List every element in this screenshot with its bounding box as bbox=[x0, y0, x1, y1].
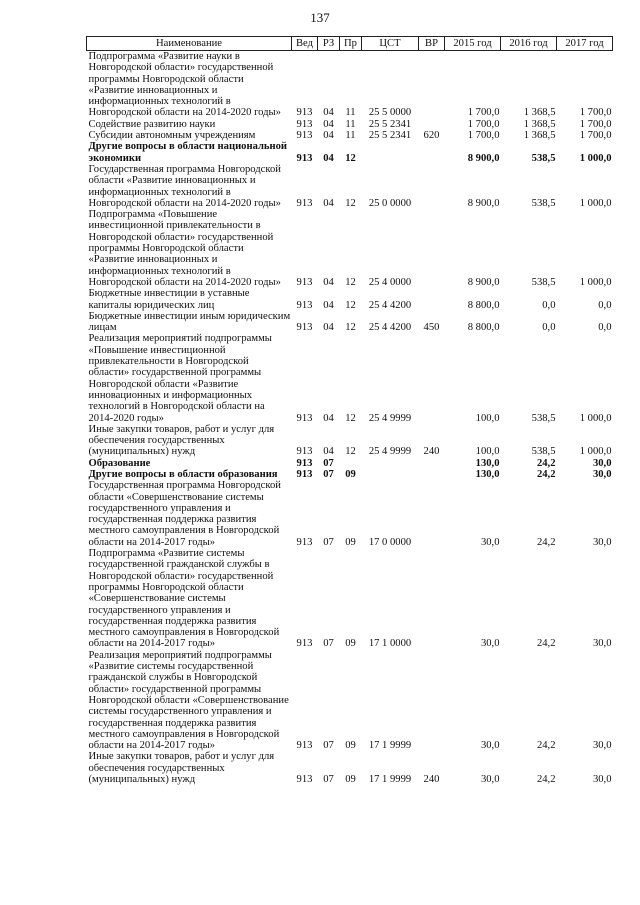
cell-y2015: 130,0 bbox=[475, 468, 500, 480]
cell-pr: 12 bbox=[345, 276, 356, 288]
table-row bbox=[87, 751, 613, 785]
cell-y2016: 538,5 bbox=[531, 197, 556, 209]
cell-name: Содействие развитию науки bbox=[88, 118, 216, 130]
cell-y2015: 1 700,0 bbox=[467, 118, 500, 130]
header-2016: 2016 год bbox=[501, 37, 557, 51]
cell-y2016: 1 368,5 bbox=[523, 107, 556, 119]
cell-y2016: 24,2 bbox=[536, 740, 556, 752]
cell-ved: 913 bbox=[296, 638, 313, 650]
cell-name: Бюджетные инвестиции иным юридическим лицам bbox=[88, 310, 291, 334]
cell-ved: 913 bbox=[296, 130, 313, 142]
table-row bbox=[87, 288, 613, 311]
cell-cst: 25 4 0000 bbox=[368, 276, 412, 288]
cell-rz: 04 bbox=[323, 412, 334, 424]
cell-pr: 12 bbox=[345, 152, 356, 164]
cell-rz: 04 bbox=[323, 322, 334, 334]
cell-rz: 04 bbox=[323, 276, 334, 288]
cell-vr bbox=[419, 51, 445, 119]
header-cst: ЦСТ bbox=[362, 37, 419, 51]
cell-vr bbox=[419, 480, 445, 548]
cell-y2015: 30,0 bbox=[480, 536, 500, 548]
cell-y2016: 1 368,5 bbox=[523, 130, 556, 142]
cell-ved: 913 bbox=[296, 412, 313, 424]
cell-rz: 07 bbox=[323, 457, 334, 469]
cell-pr: 09 bbox=[345, 740, 356, 752]
cell-pr: 11 bbox=[345, 107, 356, 119]
header-vr: ВР bbox=[419, 37, 445, 51]
cell-name: Иные закупки товаров, работ и услуг для обеспечения государственных (муниципальных) нужд bbox=[88, 423, 275, 458]
cell-y2017: 30,0 bbox=[592, 457, 612, 469]
cell-pr: 11 bbox=[345, 118, 356, 130]
cell-name: Другие вопросы в области национальной экономики bbox=[88, 141, 288, 164]
cell-y2017: 1 000,0 bbox=[579, 152, 612, 164]
cell-name: Другие вопросы в области образования bbox=[88, 468, 278, 480]
cell-y2015: 8 800,0 bbox=[467, 299, 500, 311]
cell-y2016: 538,5 bbox=[531, 152, 556, 164]
cell-name: Иные закупки товаров, работ и услуг для обеспечения государственных (муниципальных) нужд bbox=[88, 751, 275, 785]
cell-cst bbox=[362, 141, 419, 164]
cell-rz: 04 bbox=[323, 118, 334, 130]
cell-pr: 12 bbox=[345, 446, 356, 458]
table-body bbox=[87, 51, 613, 786]
cell-y2017: 30,0 bbox=[592, 774, 612, 785]
cell-pr: 09 bbox=[345, 468, 356, 480]
cell-vr: 240 bbox=[423, 774, 440, 785]
cell-y2016: 24,2 bbox=[536, 536, 556, 548]
cell-name: Реализация мероприятий подпрограммы «Развитие системы государственной гражданской службы в Новгородской области» государственной программы Новгородской области «Совершенствование системы государственного управления и государственная поддержка развития местного самоуправления в Новгородской области на 2014-2017 годы» bbox=[88, 649, 289, 752]
cell-rz: 07 bbox=[323, 774, 334, 785]
cell-rz: 04 bbox=[323, 152, 334, 164]
cell-y2016: 24,2 bbox=[536, 638, 556, 650]
cell-y2016: 0,0 bbox=[542, 322, 556, 334]
cell-pr: 09 bbox=[345, 638, 356, 650]
table-row bbox=[87, 650, 613, 752]
cell-pr bbox=[340, 458, 362, 469]
cell-vr: 620 bbox=[423, 130, 440, 142]
cell-y2017: 1 700,0 bbox=[579, 130, 612, 142]
cell-ved: 913 bbox=[296, 107, 313, 119]
cell-y2017: 0,0 bbox=[598, 299, 612, 311]
cell-cst: 25 5 2341 bbox=[368, 130, 412, 142]
cell-rz: 04 bbox=[323, 197, 334, 209]
table-row bbox=[87, 209, 613, 288]
cell-pr: 09 bbox=[345, 774, 356, 785]
cell-cst: 25 5 2341 bbox=[368, 118, 412, 130]
cell-y2015: 8 900,0 bbox=[467, 197, 500, 209]
table-row bbox=[87, 141, 613, 164]
cell-y2017: 0,0 bbox=[598, 322, 612, 334]
cell-y2015: 130,0 bbox=[475, 457, 500, 469]
cell-vr bbox=[419, 650, 445, 752]
cell-name: Реализация мероприятий подпрограммы «Повышение инвестиционной привлекательности в Новгородской области» государственной программы Новгородской области «Развитие инновационных и информационных технологий в Новгородской области на 2014-2020 годы» bbox=[88, 333, 272, 424]
cell-y2016: 538,5 bbox=[531, 412, 556, 424]
table-row bbox=[87, 130, 613, 141]
table-row bbox=[87, 458, 613, 469]
cell-y2016: 1 368,5 bbox=[523, 118, 556, 130]
cell-rz: 04 bbox=[323, 299, 334, 311]
table-row bbox=[87, 480, 613, 548]
cell-y2017: 1 000,0 bbox=[579, 197, 612, 209]
table-row bbox=[87, 119, 613, 130]
cell-vr bbox=[419, 548, 445, 650]
cell-vr bbox=[419, 209, 445, 288]
cell-cst: 25 0 0000 bbox=[368, 197, 412, 209]
cell-pr: 12 bbox=[345, 299, 356, 311]
cell-cst: 25 4 4200 bbox=[368, 299, 412, 311]
cell-rz: 07 bbox=[323, 536, 334, 548]
header-name: Наименование bbox=[87, 37, 292, 51]
cell-y2017: 1 700,0 bbox=[579, 107, 612, 119]
cell-ved: 913 bbox=[296, 740, 313, 752]
cell-y2017: 1 000,0 bbox=[579, 446, 612, 458]
cell-cst: 17 1 9999 bbox=[368, 774, 412, 785]
cell-y2016: 24,2 bbox=[536, 468, 556, 480]
header-2015: 2015 год bbox=[445, 37, 501, 51]
cell-y2017: 1 000,0 bbox=[579, 412, 612, 424]
cell-ved: 913 bbox=[296, 322, 313, 334]
cell-cst bbox=[362, 469, 419, 480]
cell-pr: 12 bbox=[345, 322, 356, 334]
table-header-row bbox=[87, 37, 613, 51]
table-row bbox=[87, 51, 613, 119]
cell-ved: 913 bbox=[296, 276, 313, 288]
cell-rz: 07 bbox=[323, 740, 334, 752]
cell-cst bbox=[362, 458, 419, 469]
header-rz: РЗ bbox=[318, 37, 340, 51]
cell-name: Подпрограмма «Развитие системы государственной гражданской службы в Новгородской области» государственной программы Новгородской области «Совершенствование системы государственного управления и государственная поддержка развития местного самоуправления в Новгородской области на 2014-2017 годы» bbox=[88, 548, 280, 650]
cell-vr bbox=[419, 141, 445, 164]
cell-name: Субсидии автономным учреждениям bbox=[88, 130, 256, 142]
cell-vr bbox=[419, 458, 445, 469]
cell-vr bbox=[419, 333, 445, 423]
cell-ved: 913 bbox=[296, 197, 313, 209]
cell-y2017: 1 000,0 bbox=[579, 276, 612, 288]
table-row bbox=[87, 164, 613, 209]
cell-y2015: 8 800,0 bbox=[467, 322, 500, 334]
cell-name: Государственная программа Новгородской области «Развитие инновационных и информационных технологий в Новгородской области на 2014-2020 годы» bbox=[88, 163, 281, 209]
cell-y2015: 30,0 bbox=[480, 774, 500, 785]
cell-y2015: 8 900,0 bbox=[467, 276, 500, 288]
cell-y2017: 30,0 bbox=[592, 740, 612, 752]
cell-cst: 17 1 0000 bbox=[368, 638, 412, 650]
cell-rz: 07 bbox=[323, 468, 334, 480]
header-ved: Вед bbox=[292, 37, 318, 51]
cell-cst: 17 0 0000 bbox=[368, 536, 412, 548]
cell-y2017: 1 700,0 bbox=[579, 118, 612, 130]
cell-vr bbox=[419, 469, 445, 480]
cell-rz: 04 bbox=[323, 130, 334, 142]
table-row bbox=[87, 424, 613, 458]
cell-vr: 240 bbox=[423, 446, 440, 458]
table-row bbox=[87, 469, 613, 480]
cell-ved: 913 bbox=[296, 468, 313, 480]
cell-cst: 17 1 9999 bbox=[368, 740, 412, 752]
table-row bbox=[87, 548, 613, 650]
page-number: 137 bbox=[310, 10, 330, 25]
cell-y2015: 30,0 bbox=[480, 638, 500, 650]
cell-y2016: 0,0 bbox=[542, 299, 556, 311]
cell-ved: 913 bbox=[296, 299, 313, 311]
cell-y2017: 30,0 bbox=[592, 536, 612, 548]
cell-rz: 07 bbox=[323, 638, 334, 650]
cell-y2016: 24,2 bbox=[536, 457, 556, 469]
cell-vr bbox=[419, 119, 445, 130]
header-2017: 2017 год bbox=[557, 37, 613, 51]
cell-y2015: 100,0 bbox=[475, 446, 500, 458]
cell-y2015: 8 900,0 bbox=[467, 152, 500, 164]
cell-cst: 25 4 9999 bbox=[368, 412, 412, 424]
cell-ved: 913 bbox=[296, 152, 313, 164]
cell-ved: 913 bbox=[296, 774, 313, 785]
cell-rz: 04 bbox=[323, 446, 334, 458]
cell-name: Государственная программа Новгородской области «Совершенствование системы государственного управления и государственная поддержка развития местного самоуправления в Новгородской области на 2014-2017 годы» bbox=[88, 480, 281, 548]
cell-y2015: 1 700,0 bbox=[467, 107, 500, 119]
table-row bbox=[87, 311, 613, 334]
header-pr: Пр bbox=[340, 37, 362, 51]
cell-pr: 11 bbox=[345, 130, 356, 142]
cell-y2017: 30,0 bbox=[592, 638, 612, 650]
cell-y2016: 538,5 bbox=[531, 446, 556, 458]
budget-table bbox=[86, 36, 613, 785]
cell-y2015: 1 700,0 bbox=[467, 130, 500, 142]
cell-vr bbox=[419, 164, 445, 209]
cell-pr: 09 bbox=[345, 536, 356, 548]
table-row bbox=[87, 333, 613, 423]
cell-pr: 12 bbox=[345, 197, 356, 209]
cell-y2016: 538,5 bbox=[531, 276, 556, 288]
cell-y2015: 30,0 bbox=[480, 740, 500, 752]
cell-ved: 913 bbox=[296, 536, 313, 548]
cell-ved: 913 bbox=[296, 118, 313, 130]
cell-name: Образование bbox=[88, 457, 151, 469]
cell-vr bbox=[419, 288, 445, 311]
cell-y2016: 24,2 bbox=[536, 774, 556, 785]
cell-cst: 25 4 9999 bbox=[368, 446, 412, 458]
cell-y2015: 100,0 bbox=[475, 412, 500, 424]
cell-name: Подпрограмма «Развитие науки в Новгородской области» государственной программы Новгородской области «Развитие инновационных и информационных технологий в Новгородской области на 2014-2020 годы» bbox=[88, 51, 281, 119]
cell-name: Бюджетные инвестиции в уставные капиталы юридических лиц bbox=[88, 288, 250, 311]
cell-ved: 913 bbox=[296, 457, 313, 469]
cell-cst: 25 4 4200 bbox=[368, 322, 412, 334]
cell-ved: 913 bbox=[296, 446, 313, 458]
cell-y2017: 30,0 bbox=[592, 468, 612, 480]
cell-name: Подпрограмма «Повышение инвестиционной привлекательности в Новгородской области» государственной программы Новгородской области «Развитие инновационных и информационных технологий в Новгородской области на 2014-2020 годы» bbox=[88, 209, 281, 288]
cell-vr: 450 bbox=[423, 322, 440, 334]
cell-cst: 25 5 0000 bbox=[368, 107, 412, 119]
cell-rz: 04 bbox=[323, 107, 334, 119]
cell-pr: 12 bbox=[345, 412, 356, 424]
